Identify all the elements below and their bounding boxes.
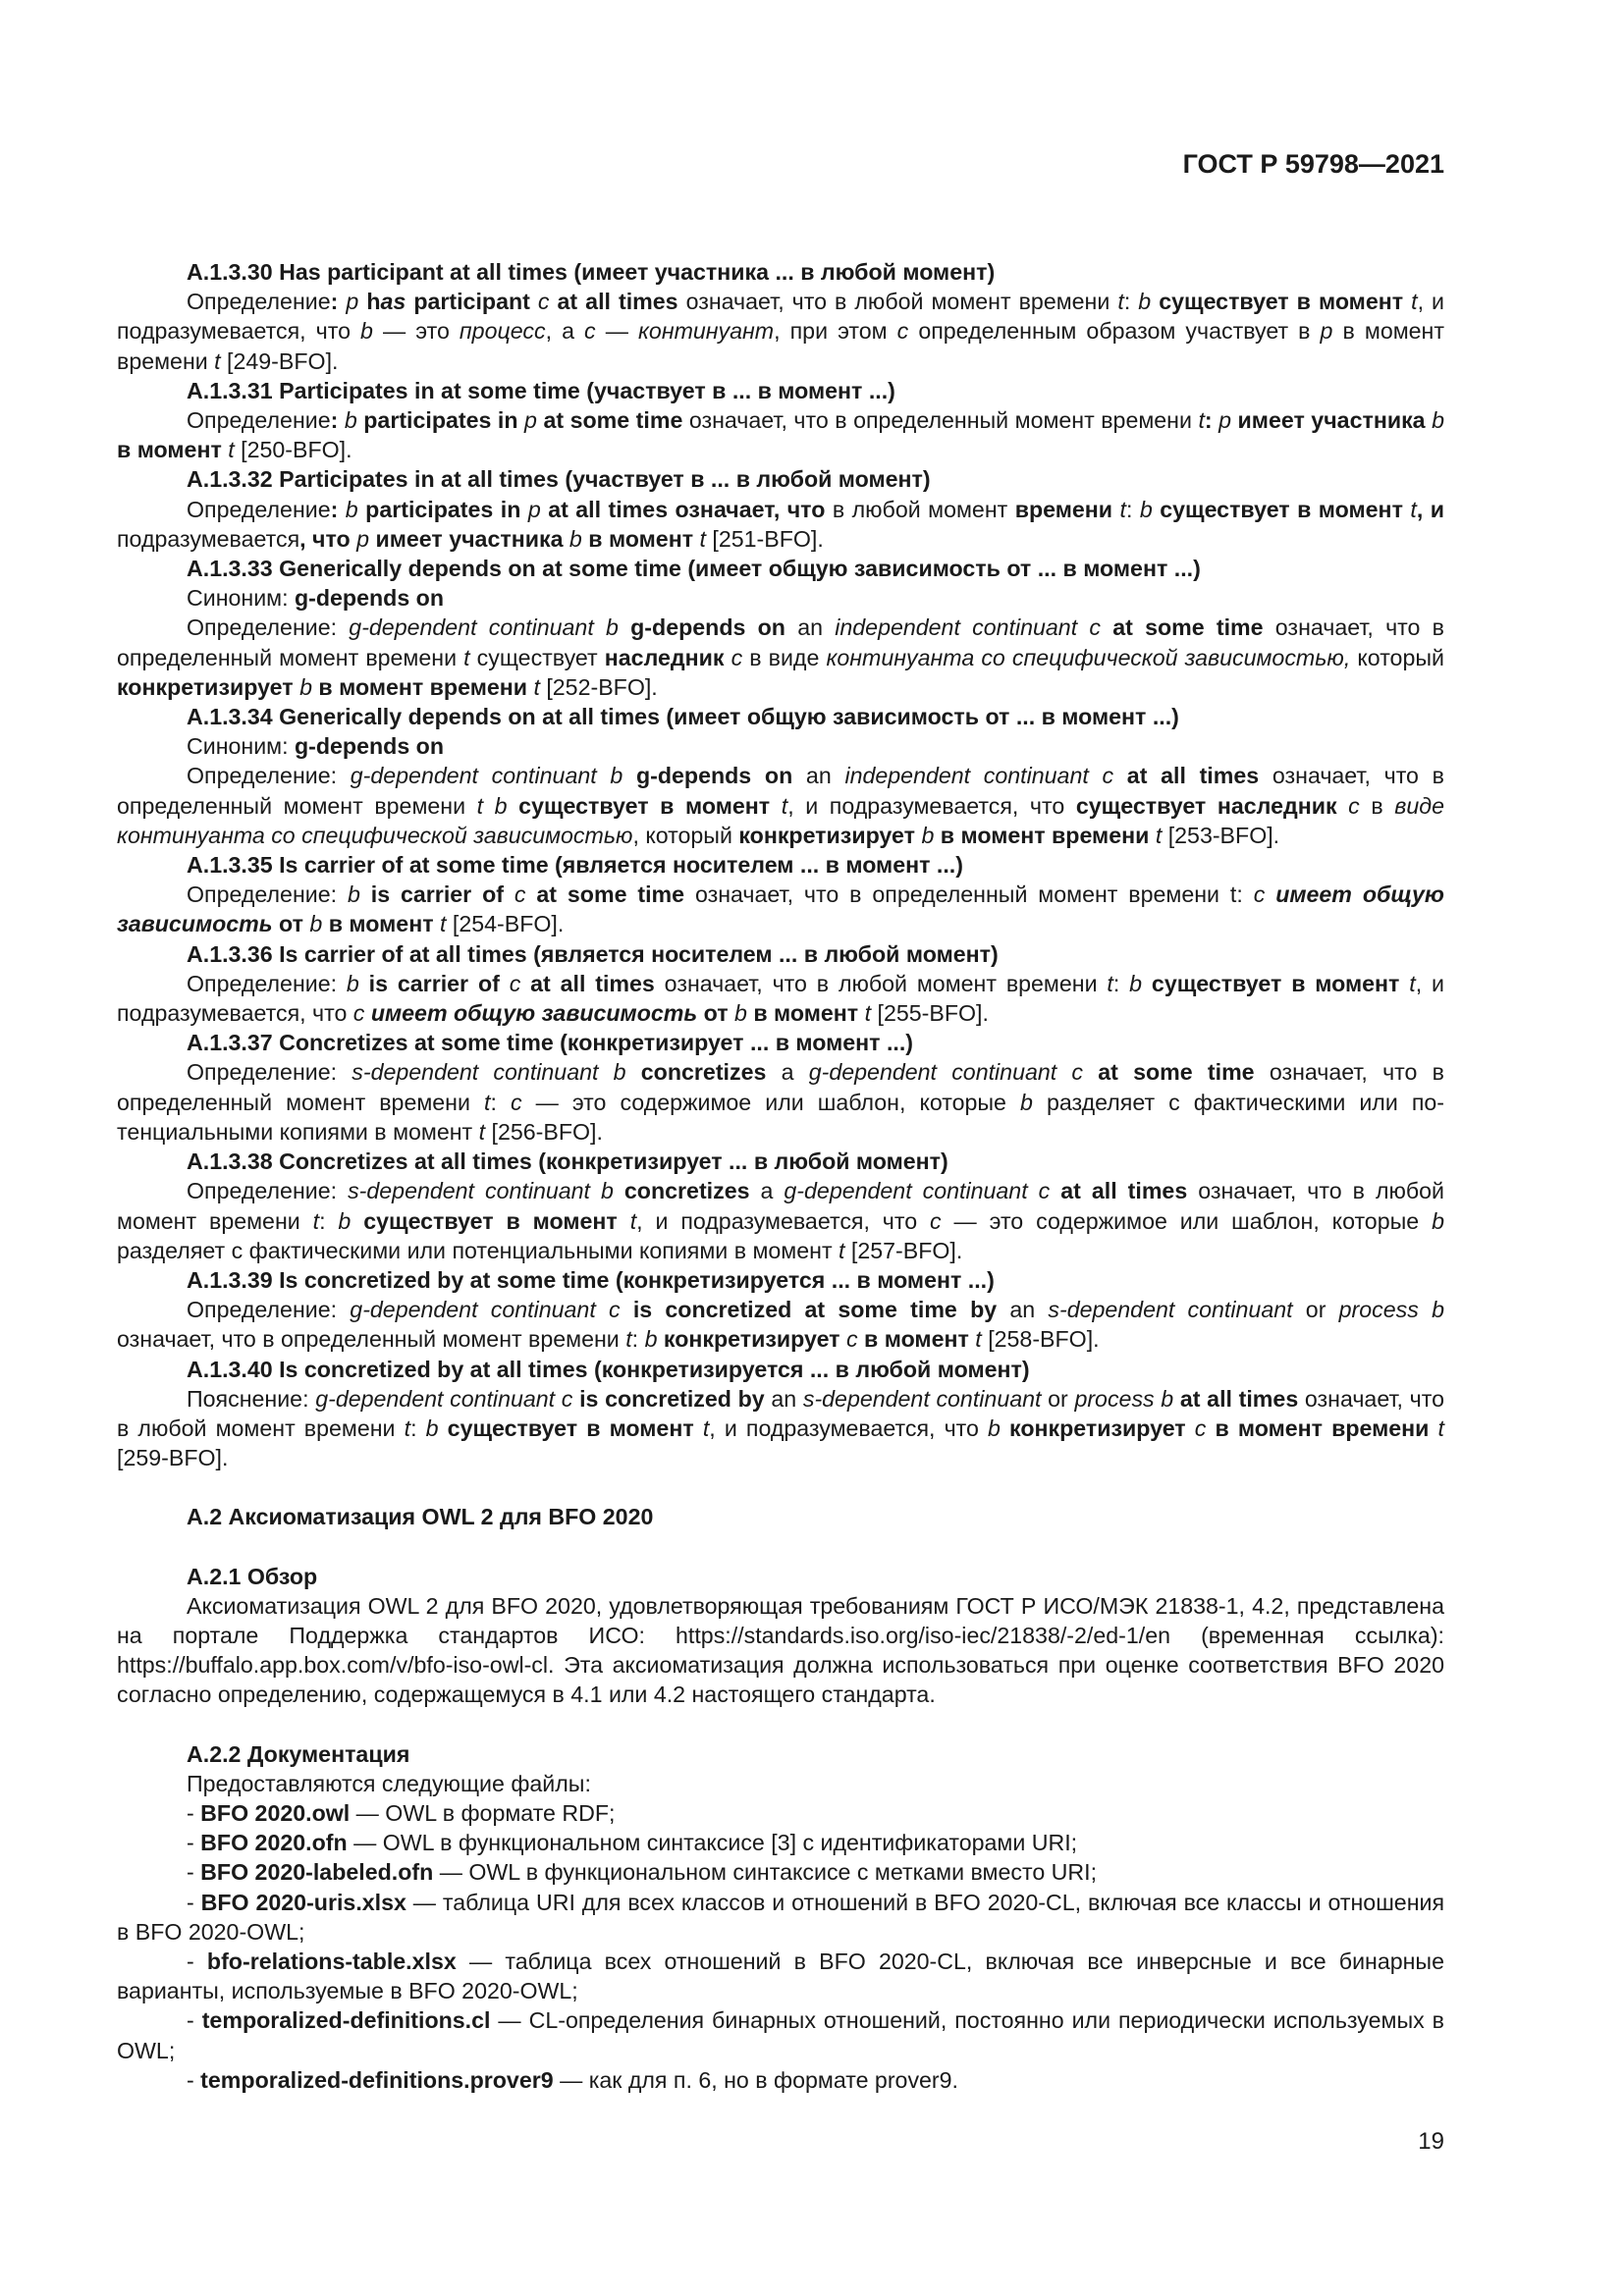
section-spacer <box>117 1472 1444 1502</box>
clause-heading: А.1.3.39 Is concretized by at some time (конкретизируется ... в момент ...) <box>187 1266 995 1293</box>
file-list-item: - BFO 2020-uris.xlsx — таблица URI для всех классов и отношений в BFO 2020-CL, включая все классы и отношения в BFO 2020-OWL; <box>117 1889 1445 1945</box>
file-list-item: - BFO 2020-labeled.ofn — OWL в функциональном синтаксисе с метками вместо URI; <box>187 1859 1098 1886</box>
synonym-paragraph: Синоним: g-depends on <box>187 733 444 760</box>
definition-paragraph: Пояснение: g-dependent continuant c is concretized by an s-dependent continuant or process b at all times означает, что в любой момент времени t: b существует в момент t, и подразумевается, что b конкретизирует c в момент времени t [259-BFO]. <box>117 1385 1444 1471</box>
section-spacer <box>117 1532 1444 1562</box>
clause-heading: А.1.3.34 Generically depends on at all times (имеет общую зависимость от ... в момент ...) <box>187 704 1179 730</box>
page-content <box>117 257 1444 2095</box>
definition-paragraph: Определение: p has participant c at all times означает, что в любой момент времени t: b существует в момент t, и подразумевается, что b — это процесс, а c — континуант, при этом c определенным образом участвует в p в момент времени t [249-BFO]. <box>117 289 1445 374</box>
definition-paragraph: Определение: b participates in p at all times означает, что в любой момент времени t: b существует в момент t, и подразумевается, что p имеет участника b в момент t [251-BFO]. <box>117 496 1444 552</box>
document-header: ГОСТ Р 59798—2021 <box>1182 149 1444 179</box>
definition-paragraph: Определение: s-dependent continuant b concretizes a g-dependent continuant c at all times означает, что в любой момент времени t: b существует в момент t, и подразумевается, что c — это содержимое или шаблон, которые b разделяет с фактическими или потенциальными копиями в момент t [257-BFO]. <box>117 1178 1444 1263</box>
definition-paragraph: Определение: s-dependent continuant b concretizes a g-dependent continuant c at some time означает, что в определенный момент времени t: c — это содержимое или шаблон, которые b разделяет с фактическими или потенциальными копиями в момент t [256-BFO]. <box>117 1059 1445 1145</box>
clause-heading: А.1.3.40 Is concretized by at all times (конкретизируется ... в любой момент) <box>187 1356 1030 1382</box>
subsection-heading: А.2.1 Обзор <box>187 1563 318 1589</box>
synonym-paragraph: Синоним: g-depends on <box>187 585 444 612</box>
clause-heading: А.1.3.36 Is carrier of at all times (является носителем ... в любой момент) <box>187 940 999 967</box>
clause-heading: А.1.3.30 Has participant at all times (имеет участника ... в любой момент) <box>187 259 996 285</box>
definition-paragraph: Определение: g-dependent continuant c is concretized at some time by an s-dependent continuant or process b означает, что в определенный момент времени t: b конкретизирует c в момент t [258-BFO]. <box>117 1297 1444 1353</box>
file-list-item: - bfo-relations-table.xlsx — таблица всех отношений в BFO 2020-CL, включая все инверсные и все бинарные варианты, используемые в BFO 2020-OWL; <box>117 1948 1444 2004</box>
clause-heading: А.1.3.38 Concretizes at all times (конкретизирует ... в любой момент) <box>187 1148 948 1175</box>
clause-heading: А.1.3.32 Participates in at all times (участвует в ... в любой момент) <box>187 466 931 493</box>
clause-heading: А.1.3.37 Concretizes at some time (конкретизирует ... в момент ...) <box>187 1030 914 1056</box>
clause-heading: А.1.3.31 Participates in at some time (участвует в ... в момент ...) <box>187 377 895 403</box>
file-list-item: - temporalized-definitions.cl — CL-определения бинарных отношений, постоянно или периодически используемых в OWL; <box>117 2007 1444 2063</box>
definition-paragraph: Определение: b is carrier of c at all times означает, что в любой момент времени t: b существует в момент t, и подразумевается, что c имеет общую зависимость от b в момент t [255-BFO]. <box>117 970 1444 1027</box>
overview-paragraph: Аксиоматизация OWL 2 для BFO 2020, удовлетворяющая требованиям ГОСТ Р ИСО/МЭК 21838-1, 4.2, представлена на портале Поддержка стандартов ИСО: https://standards.iso.org/iso-iec/21838/-2/ed-1/en (временная ссылка): https://buffalo.app.box.com/v/bfo-iso-owl-cl. Эта аксиоматизация должна использоваться при оценке соответствия BFO 2020 согласно определению, содержащемуся в 4.1 или 4.2 настоящего стандарта. <box>117 1592 1444 1708</box>
file-list-item: - temporalized-definitions.prover9 — как для п. 6, но в формате prover9. <box>187 2066 958 2093</box>
files-intro: Предоставляются следующие файлы: <box>187 1770 591 1796</box>
definition-paragraph: Определение: g-dependent continuant b g-depends on an independent continuant c at all times означает, что в определенный момент времени t b существует в момент t, и подразумевается, что существует наследник c в виде континуанта со специфической зависимостью, который конкретизирует b в момент времени t [253-BFO]. <box>117 763 1444 848</box>
file-list-item: - BFO 2020.ofn — OWL в функциональном синтаксисе [3] с идентификаторами URI; <box>187 1830 1078 1856</box>
definition-paragraph: Определение: b is carrier of c at some time означает, что в определенный момент времени t: c имеет общую зависимость от b в момент t [254-BFO]. <box>117 881 1444 937</box>
clause-heading: А.1.3.35 Is carrier of at some time (является носителем ... в момент ...) <box>187 852 963 879</box>
file-list-item: - BFO 2020.owl — OWL в формате RDF; <box>187 1799 616 1826</box>
definition-paragraph: Определение: g-dependent continuant b g-depends on an independent continuant c at some time означает, что в определенный момент времени t существует наследник c в виде континуанта со специфической зависимостью, который конкретизирует b в момент времени t [252-BFO]. <box>117 614 1444 700</box>
clause-heading: А.1.3.33 Generically depends on at some time (имеет общую зависимость от ... в момент ...) <box>187 556 1201 582</box>
section-heading: А.2 Аксиоматизация OWL 2 для BFO 2020 <box>187 1504 654 1530</box>
page-number: 19 <box>1418 2128 1444 2155</box>
section-spacer <box>117 1710 1444 1739</box>
definition-paragraph: Определение: b participates in p at some time означает, что в определенный момент времени t: p имеет участника b в момент t [250-BFO]. <box>117 407 1444 463</box>
subsection-heading: А.2.2 Документация <box>187 1740 410 1767</box>
